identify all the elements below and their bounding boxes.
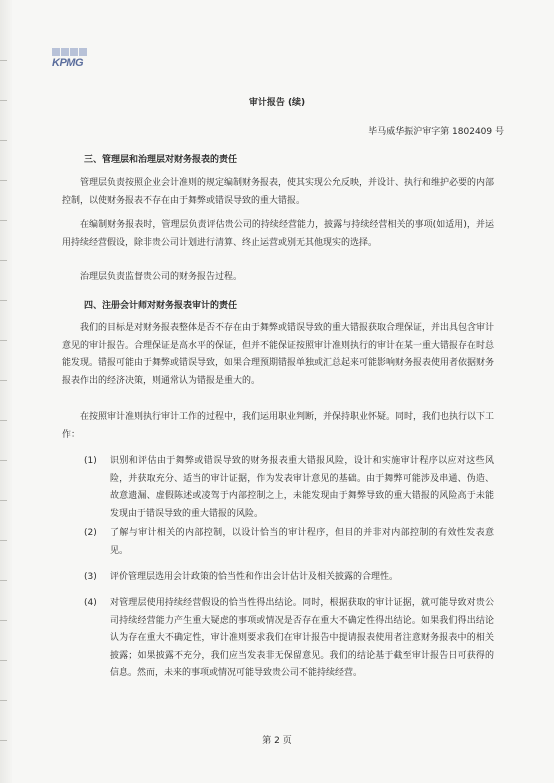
report-number: 毕马威华振沪审字第 1802409 号	[368, 127, 504, 137]
section3-paragraph-1: 管理层负责按照企业会计准则的规定编制财务报表，使其实现公允反映，并设计、执行和维护必要的内部控制，以使财务报表不存在由于舞弊或错误导致的重大错报。	[62, 178, 495, 206]
section3-paragraph-2: 在编制财务报表时，管理层负责评估贵公司的持续经营能力，披露与持续经营相关的事项(如适用)，并运用持续经营假设，除非贵公司计划进行清算、终止运营或别无其他现实的选择。	[62, 220, 494, 248]
list-item-text: 对管理层使用持续经营假设的恰当性得出结论。同时，根据获取的审计证据，就可能导致对贵公司持续经营能力产生重大疑虑的事项或情况是否存在重大不确定性得出结论。如果我们得出结论认为存在重大不确定性，审计准则要求我们在审计报告中提请报表使用者注意财务报表中的相关披露；如果披露不充分，我们应当发表非无保留意见。我们的结论基于截至审计报告日可获得的信息。然而，未来的事项或情况可能导致贵公司不能持续经营。	[110, 598, 494, 678]
logo-boxes	[52, 48, 98, 56]
list-item-number: (2)	[84, 528, 97, 538]
list-item-text: 识别和评估由于舞弊或错误导致的财务报表重大错报风险，设计和实施审计程序以应对这些风险，并获取充分、适当的审计证据，作为发表审计意见的基础。由于舞弊可能涉及串通、伪造、故意遗漏、虚假陈述或凌驾于内部控制之上，未能发现由于舞弊导致的重大错报的风险高于未能发现由于错误导致的重大错报的风险。	[110, 456, 494, 519]
page-number: 第 2 页	[262, 736, 292, 746]
section4-heading: 四、注册会计师对财务报表审计的责任	[84, 301, 238, 311]
list-item-text: 评价管理层选用会计政策的恰当性和作出会计估计及相关披露的合理性。	[110, 572, 399, 582]
binding-margin	[0, 0, 12, 783]
page-title: 审计报告 (续)	[248, 98, 306, 108]
section4-paragraph-1: 我们的目标是对财务报表整体是否不存在由于舞弊或错误导致的重大错报获取合理保证，并出具包含审计意见的审计报告。合理保证是高水平的保证，但并不能保证按照审计准则执行的审计在某一重大错报存在时总能发现。错报可能由于舞弊或错误导致，如果合理预期错报单独或汇总起来可能影响财务报表使用者依据财务报表作出的经济决策，则通常认为错报是重大的。	[62, 323, 495, 386]
section3-paragraph-3: 治理层负责监督贵公司的财务报告过程。	[80, 272, 243, 282]
list-item-number: (1)	[84, 456, 97, 466]
logo-text: KPMG	[52, 57, 83, 69]
list-item-number: (4)	[84, 598, 97, 608]
section3-heading: 三、管理层和治理层对财务报表的责任	[84, 155, 238, 165]
list-item-number: (3)	[84, 572, 97, 582]
list-item-text: 了解与审计相关的内部控制，以设计恰当的审计程序，但目的并非对内部控制的有效性发表意见。	[110, 528, 494, 556]
section4-paragraph-2: 在按照审计准则执行审计工作的过程中，我们运用职业判断，并保持职业怀疑。同时，我们也执行以下工作：	[62, 412, 495, 440]
kpmg-logo	[52, 48, 98, 74]
